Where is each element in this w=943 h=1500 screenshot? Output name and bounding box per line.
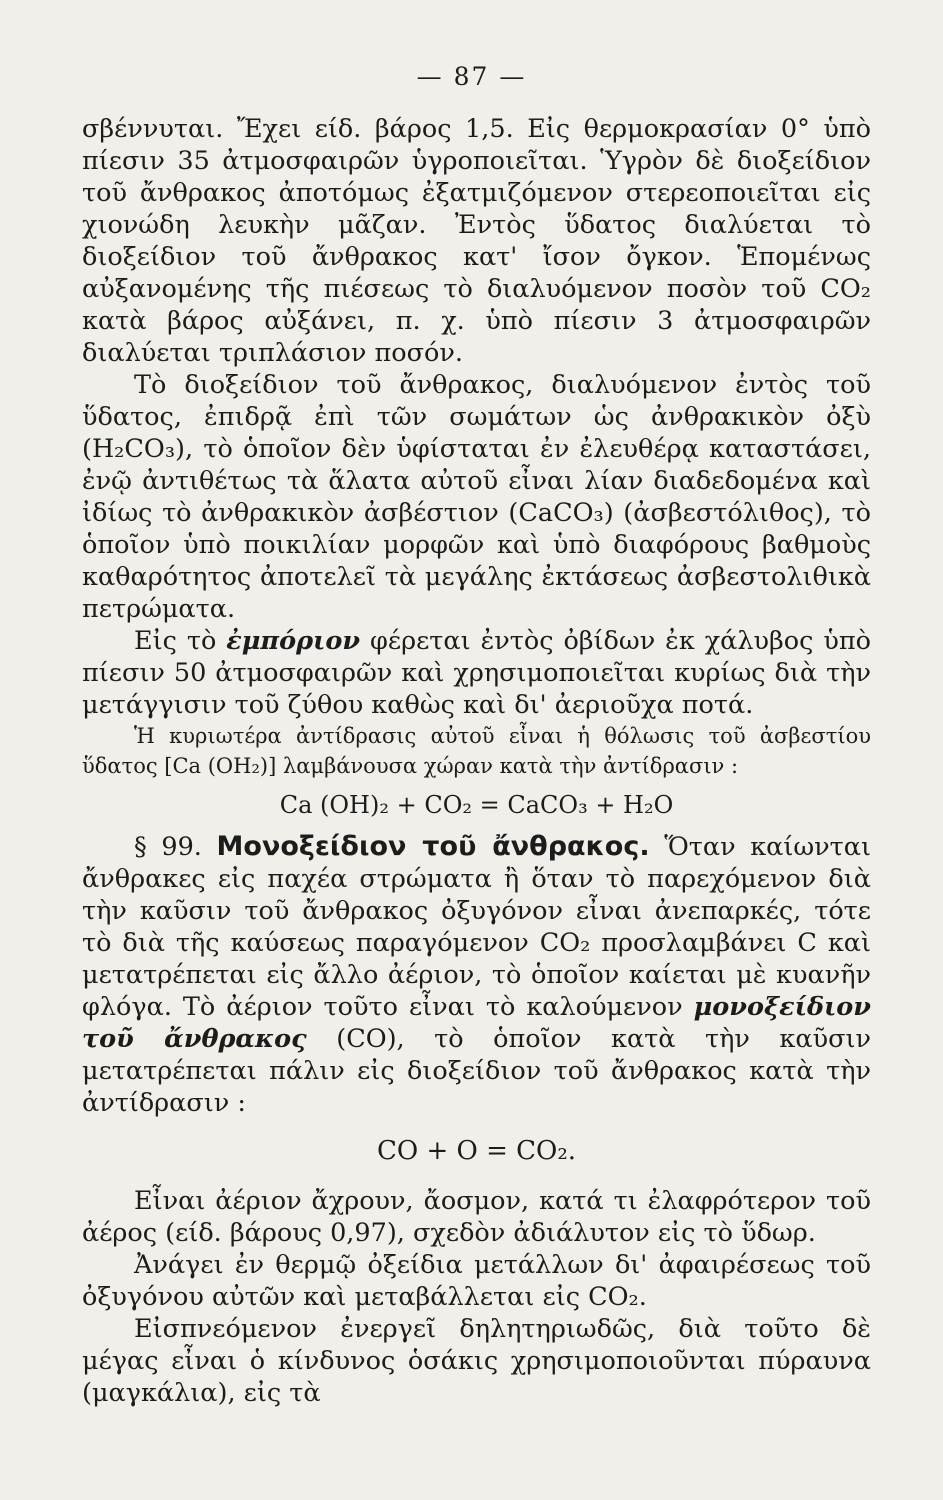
paragraph-carbon-monoxide bbox=[82, 831, 871, 1119]
paragraph-co2-properties: σβέννυται. Ἔχει είδ. βάρος 1,5. Εἰς θερμοκρασίαν 0° ὑπὸ πίεσιν 35 ἀτμοσφαιρῶν ὑγροποιεῖται. Ὑγρὸν δὲ διοξείδιον τοῦ ἄνθρακος ἀποτόμως ἐξατμιζόμενον στερεοποιεῖται εἰς χιονώδη λευκὴν μᾶζαν. Ἐντὸς ὕδατος διαλύεται τὸ διοξείδιον τοῦ ἄνθρακος κατ' ἴσον ὄγκον. Ἑπομένως αὐξανομένης τῆς πιέσεως τὸ διαλυόμενον ποσὸν τοῦ CO₂ κατὰ βάρος αὐξάνει, π. χ. ὑπὸ πίεσιν 3 ἀτμοσφαιρῶν διαλύεται τριπλάσιον ποσόν. bbox=[82, 114, 871, 368]
body-text bbox=[82, 113, 871, 1409]
p3-post: φέρεται ἐντὸς ὀβίδων ἐκ χάλυβος ὑπὸ πίεσιν 50 ἀτμοσφαιρῶν καὶ χρησιμοποιεῖται κυρίως διὰ τὴν μετάγγισιν τοῦ ζύθου καθὼς καὶ δι' ἀεριοῦχα ποτά. bbox=[82, 626, 871, 720]
p5-part-a: Ὅταν καίωνται ἄνθρακες εἰς παχέα στρώματα ἢ ὅταν τὸ παρεχόμενον διὰ τὴν καῦσιν τοῦ ἄνθρακος ὀξυγόνον εἶναι ἀνεπαρκές, τότε τὸ διὰ τῆς καύσεως παραγόμενον CO₂ προσλαμβάνει C καὶ μετατρέπεται εἰς ἄλλο ἀέριον, τὸ ὁποῖον καίεται μὲ κυανῆν φλόγα. Τὸ ἀέριον τοῦτο εἶναι τὸ καλούμενον bbox=[82, 832, 871, 1022]
paragraph-commerce bbox=[82, 625, 871, 721]
paragraph-co-properties: Εἶναι ἀέριον ἄχρουν, ἄοσμον, κατά τι ἐλαφρότερον τοῦ ἀέρος (είδ. βάρους 0,97), σχεδὸν ἀδιάλυτον εἰς τὸ ὕδωρ. bbox=[82, 1186, 871, 1248]
term-carbon-monoxide: μονοξείδιον τοῦ ἄνθρακος bbox=[82, 992, 871, 1054]
paragraph-carbonic-acid: Τὸ διοξείδιον τοῦ ἄνθρακος, διαλυόμενον ἐντὸς τοῦ ὕδατος, ἐπιδρᾷ ἐπὶ τῶν σωμάτων ὡς ἀνθρακικὸν ὀξὺ (H₂CO₃), τὸ ὁποῖον δὲν ὑφίσταται ἐν ἐλευθέρᾳ καταστάσει, ἐνῷ ἀντιθέτως τὰ ἅλατα αὐτοῦ εἶναι λίαν διαδεδομένα καὶ ἰδίως τὸ ἀνθρακικὸν ἀσβέστιον (CaCO₃) (ἀσβεστόλιθος), τὸ ὁποῖον ὑπὸ ποικιλίαν μορφῶν καὶ ὑπὸ διαφόρους βαθμοὺς καθαρότητος ἀποτελεῖ τὰ μεγάλης ἐκτάσεως ἀσβεστολιθικὰ πετρώματα. bbox=[82, 370, 871, 624]
paragraph-co-toxicity: Εἰσπνεόμενον ἐνεργεῖ δηλητηριωδῶς, διὰ τοῦτο δὲ μέγας εἶναι ὁ κίνδυνος ὁσάκις χρησιμοποιοῦνται πύραυνα (μαγκάλια), εἰς τὰ bbox=[82, 1314, 871, 1408]
p3-pre: Εἰς τὸ bbox=[134, 626, 227, 656]
page-number: — 87 — bbox=[416, 62, 527, 91]
paragraph-reaction-note: Ἡ κυριωτέρα ἀντίδρασις αὐτοῦ εἶναι ἡ θόλωσις τοῦ ἀσβεστίου ὕδατος [Ca (OH₂)] λαμβάνουσα χώραν κατὰ τὴν ἀντίδρασιν : bbox=[82, 724, 871, 778]
section-heading: Μονοξείδιον τοῦ ἄνθρακος. bbox=[216, 831, 650, 862]
equation-co-combustion: CO + O = CO₂. bbox=[376, 1136, 577, 1166]
section-number: § 99. bbox=[134, 832, 202, 862]
p5-part-b: (CO), τὸ ὁποῖον κατὰ τὴν καῦσιν μετατρέπεται πάλιν εἰς διοξείδιον τοῦ ἄνθρακος κατὰ τὴν ἀντίδρασιν : bbox=[82, 1024, 871, 1118]
term-commerce: ἐμπόριον bbox=[226, 626, 361, 656]
paragraph-co-reduction: Ἀνάγει ἐν θερμῷ ὀξείδια μετάλλων δι' ἀφαιρέσεως τοῦ ὀξυγόνου αὐτῶν καὶ μεταβάλλεται εἰς CO₂. bbox=[82, 1250, 871, 1312]
equation-lime-water: Ca (OH)₂ + CO₂ = CaCO₃ + H₂O bbox=[279, 791, 674, 819]
